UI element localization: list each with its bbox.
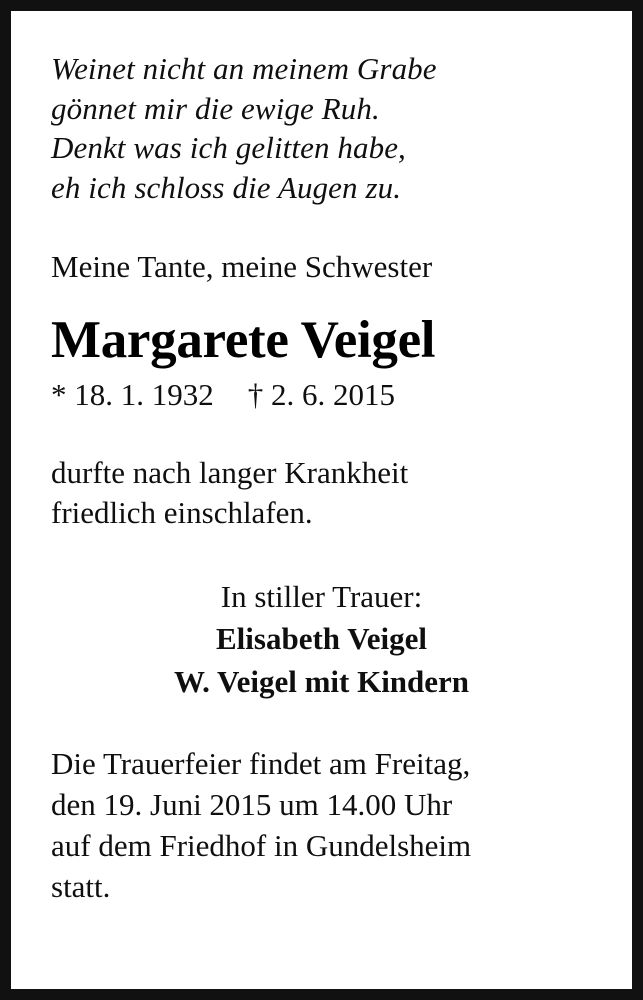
verse-line-3: Denkt was ich gelitten habe,	[51, 130, 406, 166]
ceremony-line-2: den 19. Juni 2015 um 14.00 Uhr	[51, 786, 453, 822]
ceremony-line-3: auf dem Friedhof in Gundelsheim	[51, 827, 472, 863]
verse-line-4: eh ich schloss die Augen zu.	[51, 170, 402, 206]
deceased-name: Margarete Veigel	[51, 310, 436, 369]
memorial-verse	[51, 49, 592, 208]
mourning-heading: In stiller Trauer:	[220, 579, 423, 615]
mourning-block	[51, 577, 592, 702]
ceremony-line-1: Die Trauerfeier findet am Freitag,	[51, 746, 471, 781]
mourner-1: Elisabeth Veigel	[215, 621, 427, 657]
ceremony-line-4: statt.	[51, 868, 111, 904]
relation-text: Meine Tante, meine Schwester	[51, 248, 433, 284]
verse-line-1: Weinet nicht an meinem Grabe	[51, 51, 437, 86]
verse-line-2: gönnet mir die ewige Ruh.	[51, 90, 380, 126]
ceremony-details	[51, 744, 592, 908]
passing-line-2: friedlich einschlafen.	[51, 494, 313, 530]
birth-date: * 18. 1. 1932	[51, 376, 214, 412]
passing-line-1: durfte nach langer Krankheit	[51, 454, 409, 490]
death-date: † 2. 6. 2015	[247, 376, 395, 412]
mourner-2: W. Veigel mit Kindern	[173, 663, 470, 699]
passing-text	[51, 453, 592, 534]
life-dates	[51, 377, 592, 413]
